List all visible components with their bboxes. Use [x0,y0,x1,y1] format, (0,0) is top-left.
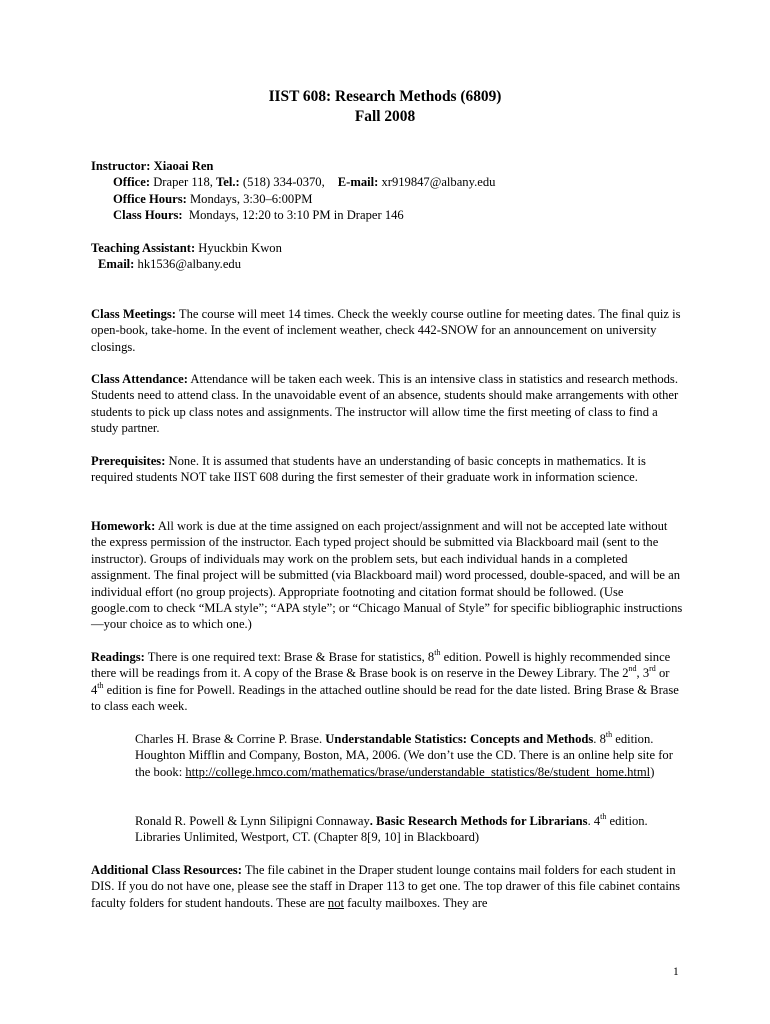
class-hours-value: Mondays, 12:20 to 3:10 PM in Draper 146 [182,208,404,223]
email-value: xr919847@albany.edu [378,175,496,190]
ta-email-value: hk1536@albany.edu [134,257,242,272]
course-title: IIST 608: Research Methods (6809) [268,88,502,105]
office-label: Office: [113,175,151,190]
class-attendance-paragraph [91,371,683,437]
office-hours-value: Mondays, 3:30–6:00PM [186,191,313,206]
office-value: Draper 118, [150,175,217,190]
ta-email-label: Email: [98,257,135,272]
additional-resources-paragraph [91,862,683,911]
readings-text: , 3 [636,666,650,681]
superscript: th [97,680,104,690]
instructor-label: Instructor: Xiaoai Ren [91,159,214,173]
reference-details: edition. Libraries Unlimited, Westport, CT. (Chapter 8[9, 10] in Blackboard) [135,814,648,845]
reference-title: Understandable Statistics: Concepts and Methods [325,732,594,746]
readings-text: or 4 [91,666,670,697]
prerequisites-label: Prerequisites: [91,454,166,468]
class-hours-label: Class Hours: [113,208,183,223]
prerequisites-paragraph [91,453,683,486]
underlined-word: not [327,895,344,910]
homework-paragraph [91,518,683,633]
superscript: th [605,730,613,739]
homework-text: All work is due at the time assigned on each project/assignment and will not be accepted late without the express permission of the instructor. Each typed project should be submitted via Blackboard mail (sent to the instructor). Groups of individuals may work on the problem sets, but each individual hands in a completed assignment. The final project will be submitted (via Blackboard mail) word processed, double-spaced, and will be an individual effort (no group projects). Appropriate footnoting and citation format should be followed. (Use google.com to check “MLA style”; “APA style”; or “Chicago Manual of Style” for specific bibliographic instructions—your choice as to which one.) [91,519,683,632]
reference-authors: Charles H. Brase & Corrine P. Brase. [135,732,326,746]
reference-title: . Basic Research Methods for Librarians [369,814,588,828]
ta-label: Teaching Assistant: [91,241,196,255]
homework-label: Homework: [91,519,156,533]
superscript: th [600,812,607,821]
superscript: rd [649,664,656,674]
readings-text: There is one required text: Brase & Brase for statistics, 8 [144,650,435,664]
instructor-block [91,158,681,224]
additional-resources-text: The file cabinet in the Draper student lounge contains mail folders for each student in DIS. If you do not have one, please see the staff in Draper 113 to get one. The top drawer of this file cabinet contains faculty folders for student handouts. These are [91,863,681,910]
office-hours-label: Office Hours: [113,191,187,206]
superscript: nd [628,664,637,674]
reference-close: ) [650,764,655,779]
readings-text: edition is fine for Powell. Readings in the attached outline should be read for the date listed. Bring Brase & Brase to class each week. [91,682,679,714]
class-meetings-paragraph [91,306,683,355]
reference-brase [135,731,680,780]
class-meetings-label: Class Meetings: [91,307,176,321]
page-number: 1 [673,966,679,978]
reference-authors: Ronald R. Powell & Lynn Silipigni Connaway [135,814,370,828]
class-meetings-text: The course will meet 14 times. Check the weekly course outline for meeting dates. The final quiz is open-book, take-home. In the event of inclement weather, check 442-SNOW for an announcement on university closings. [91,307,681,354]
tel-label: Tel.: [216,175,240,190]
class-attendance-text: Attendance will be taken each week. This is an intensive class in statistics and research methods. Students need to attend class. In the unavoidable event of an absence, students should make arrangements with other students to pick up class notes and assignments. The instructor will allow time the first meeting of class to find a study partner. [91,372,679,436]
course-term: Fall 2008 [354,108,416,125]
readings-label: Readings: [91,650,145,664]
additional-resources-label: Additional Class Resources: [91,863,242,877]
superscript: th [434,648,441,657]
class-attendance-label: Class Attendance: [91,372,188,386]
additional-resources-text: faculty mailboxes. They are [343,895,488,910]
ta-name: Hyuckbin Kwon [195,241,282,255]
readings-paragraph [91,649,683,715]
reference-powell [135,813,680,846]
reference-details: edition. Houghton Mifflin and Company, Boston, MA, 2006. (We don’t use the CD. There is an online help site for the book: [135,732,673,779]
prerequisites-text: None. It is assumed that students have an understanding of basic concepts in mathematics. It is required students NOT take IIST 608 during the first semester of their graduate work in information science. [91,454,646,485]
textbook-site-link[interactable]: http://college.hmco.com/mathematics/brase/understandable_statistics/8e/student_home.html [185,764,651,779]
reference-edition: . 8 [593,732,606,746]
readings-text: edition. Powell is highly recommended since there will be readings from it. A copy of the Brase & Brase book is on reserve in the Dewey Library. The 2 [91,650,671,681]
reference-edition: . 4 [587,814,601,828]
ta-block [91,240,681,273]
email-label: E-mail: [337,175,379,190]
tel-value: (518) 334-0370, [239,175,325,190]
